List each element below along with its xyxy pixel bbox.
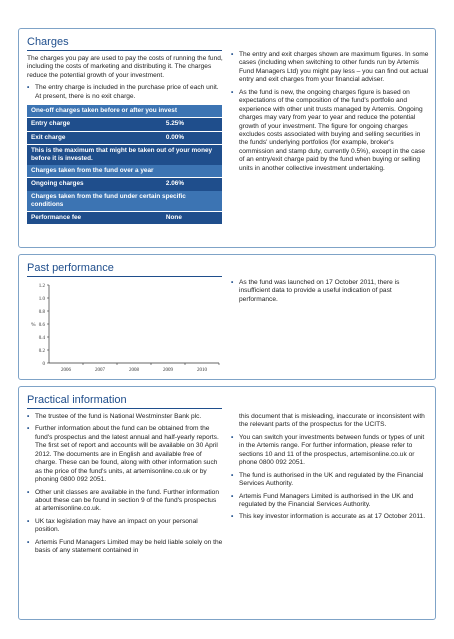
performance-fee-label: Performance fee (31, 213, 82, 221)
practical-info-title: Practical information (27, 394, 127, 406)
performance-fee-value: None (165, 213, 182, 221)
charges-intro: The charges you pay are used to pay the costs of running the fund, including the costs of marketing and distributing it. The charges reduce the potential growth of your investment. (27, 55, 223, 79)
x-tick-label: 2006 (61, 368, 71, 373)
practical-left-bullet: • Artemis Fund Managers Limited may be held liable solely on the basis of any statement contained in (27, 539, 223, 556)
oneoff-header: One-off charges taken before or after you invest (27, 105, 222, 118)
past-performance-right-column (231, 279, 429, 308)
charges-table (27, 105, 222, 224)
practical-left-bullet: • Further information about the fund can be obtained from the fund's prospectus and the latest annual and half-yearly reports. The first set of report and accounts will be available on 30 April 2012. The documents are in English and available free of charge. These can be found, along with other information such as the price of the fund's units, at artemisonline.co.uk or by phoning 0800 092 2051. (27, 425, 223, 484)
practical-right-bullet: • This key investor information is accurate as at 17 October 2011. (231, 513, 429, 521)
specific-charges-header: Charges taken from the fund under certain specific conditions (27, 191, 222, 212)
y-axis-label: % (31, 322, 36, 328)
charges-right-column (231, 51, 429, 177)
charges-left-bullet: • The entry charge is included in the purchase price of each unit. At present, there is no exit charge. (27, 84, 223, 101)
y-tick-label: 0.8 (38, 310, 45, 315)
y-tick-label: 0.2 (38, 349, 45, 354)
exit-charge-row (27, 131, 222, 144)
ongoing-charges-value: 2.06% (165, 180, 185, 188)
y-tick-label: 1.0 (38, 297, 45, 302)
y-tick-label: 1.2 (38, 284, 45, 289)
x-tick-label: 2008 (129, 368, 139, 373)
practical-right-bullet: • The fund is authorised in the UK and regulated by the Financial Services Authority. (231, 472, 429, 489)
practical-continuation: this document that is misleading, inaccurate or inconsistent with the relevant parts of the prospectus for the UCITS. (239, 413, 425, 429)
y-tick-label: 0.4 (38, 336, 45, 341)
past-performance-note: • As the fund was launched on 17 October 2011, there is insufficient data to provide a useful indication of past performance. (231, 279, 429, 304)
y-tick-label: 0.6 (38, 323, 45, 328)
max-charge-note: This is the maximum that might be taken out of your money before it is invested. (27, 144, 222, 165)
year-charges-header: Charges taken from the fund over a year (27, 165, 222, 178)
exit-charge-value: 0.00% (165, 133, 185, 141)
performance-fee-row (27, 211, 222, 224)
practical-left-column (27, 413, 223, 560)
ongoing-charges-label: Ongoing charges (31, 180, 84, 188)
past-performance-chart (27, 281, 227, 377)
x-tick-label: 2010 (197, 368, 207, 373)
x-tick-label: 2007 (95, 368, 105, 373)
practical-info-title-rule (27, 408, 222, 409)
practical-right-column (231, 413, 429, 526)
past-performance-chart-svg (27, 281, 227, 377)
entry-charge-row (27, 118, 222, 131)
past-performance-title-rule (27, 276, 222, 277)
charges-left-column (27, 55, 223, 224)
charges-right-bullet: • As the fund is new, the ongoing charges figure is based on expectations of the composition of the fund's portfolio and experience with other unit trusts managed by Artemis. Ongoing charges may vary from year to year and reduce the potential growth of your investment. The figure for ongoing charges excludes costs associated with buying and selling securities in the funds' underlying portfolios (for example, broker's commission and stamp duty, currently 0.5%), except in the case of an entry/exit charge paid by the fund when buying or selling units in another collective investment undertaking. (231, 89, 429, 173)
practical-left-bullet: • UK tax legislation may have an impact on your personal position. (27, 518, 223, 535)
practical-left-bullet: • Other unit classes are available in the fund. Further information about these can be found in section 9 of the fund's prospectus at artemisonline.co.uk. (27, 489, 223, 514)
past-performance-title: Past performance (27, 262, 114, 274)
x-tick-label: 2009 (163, 368, 173, 373)
past-performance-section (18, 254, 436, 380)
charges-section (18, 28, 436, 248)
y-tick-label: 0 (42, 362, 45, 367)
ongoing-charges-row (27, 178, 222, 191)
practical-right-bullet: • You can switch your investments between funds or types of unit in the Artemis range. For further information, please refer to sections 10 and 11 of the prospectus, artemisonline.co.uk or phone 0800 092 2051. (231, 434, 429, 468)
practical-right-bullet: • Artemis Fund Managers Limited is authorised in the UK and regulated by the Financial Services Authority. (231, 493, 429, 510)
entry-charge-value: 5.25% (165, 120, 185, 128)
charges-right-bullet: • The entry and exit charges shown are maximum figures. In some cases (including when switching to other funds run by Artemis Fund Managers Ltd) you might pay less – you can find out actual entry and exit charges from your financial adviser. (231, 51, 429, 85)
exit-charge-label: Exit charge (31, 133, 66, 141)
practical-left-bullet: • The trustee of the fund is National Westminster Bank plc. (27, 413, 223, 421)
entry-charge-label: Entry charge (31, 120, 71, 128)
charges-title: Charges (27, 36, 69, 48)
practical-info-section (18, 386, 436, 620)
charges-title-rule (27, 50, 222, 51)
